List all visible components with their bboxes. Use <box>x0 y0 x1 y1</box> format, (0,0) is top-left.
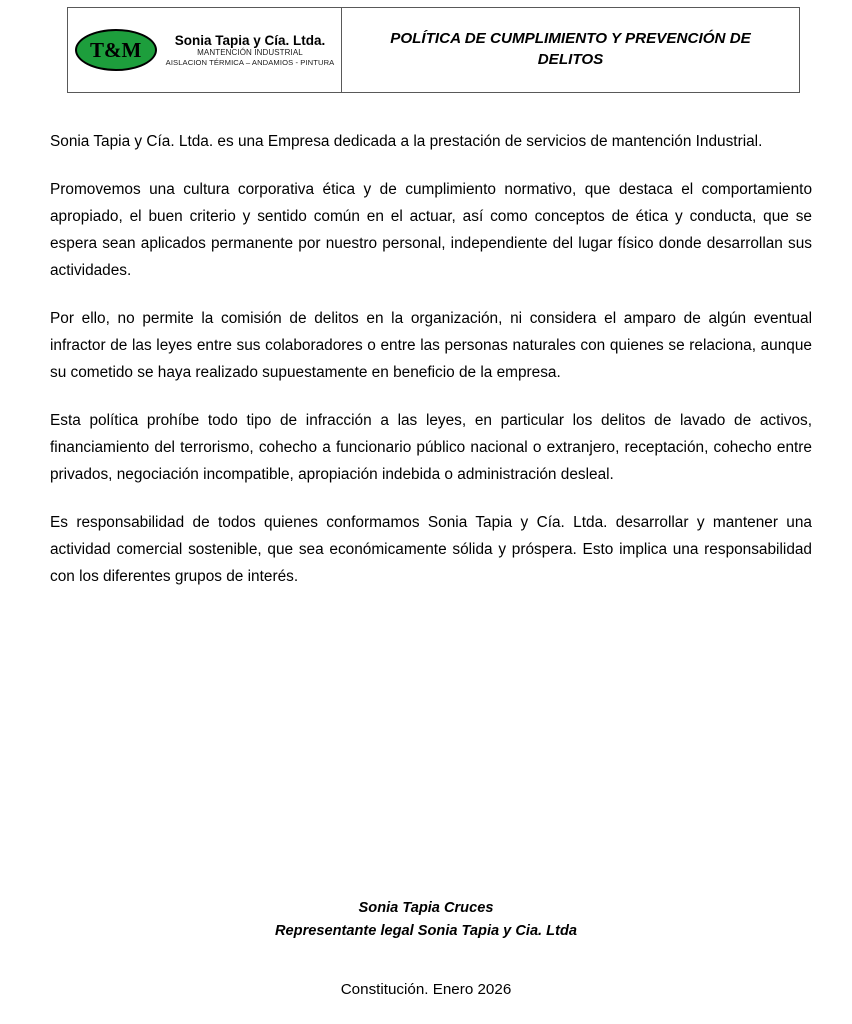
signer-role: Representante legal Sonia Tapia y Cia. Ltda <box>275 923 577 939</box>
page-title: POLÍTICA DE CUMPLIMIENTO Y PREVENCIÓN DE DELITOS <box>390 30 751 68</box>
body-paragraph: Por ello, no permite la comisión de delitos en la organización, ni considera el amparo de algún eventual infractor de las leyes entre sus colaboradores o entre las personas naturales con quienes se relaciona, aunque su cometido se haya realizado supuestamente en beneficio de la empresa. <box>50 310 812 381</box>
title-cell <box>342 8 800 93</box>
body-paragraph: Promovemos una cultura corporativa ética y de cumplimiento normativo, que destaca el comportamiento apropiado, el buen criterio y sentido común en el actuar, así como conceptos de ética y conducta, que se espera sean aplicados permanente por nuestro personal, independiente del lugar físico donde desarrollan sus actividades. <box>50 181 812 279</box>
footer-place-date: Constitución. Enero 2026 <box>340 981 512 998</box>
logo-badge-label: T&M <box>90 37 142 62</box>
logo-company-name: Sonia Tapia y Cía. Ltda. <box>174 32 326 48</box>
document-header-table <box>67 7 800 93</box>
header-row <box>68 8 800 93</box>
logo-subtitle-primary: MANTENCIÓN INDUSTRIAL <box>197 47 303 57</box>
body-paragraph: Es responsabilidad de todos quienes conformamos Sonia Tapia y Cía. Ltda. desarrollar y mantener una actividad comercial sostenible, que sea económicamente sólida y próspera. Esto implica una responsabilidad con los diferentes grupos de interés. <box>50 514 812 585</box>
tm-monogram-icon <box>75 29 157 71</box>
company-logo <box>68 27 341 73</box>
body-paragraph: Esta política prohíbe todo tipo de infracción a las leyes, en particular los delitos de lavado de activos, financiamiento del terrorismo, cohecho a funcionario público nacional o extranjero, receptación, cohecho entre privados, negociación incompatible, apropiación indebida o administración desleal. <box>50 412 812 483</box>
signer-name: Sonia Tapia Cruces <box>358 900 494 916</box>
logo-text-block <box>166 33 335 68</box>
body-paragraph: Sonia Tapia y Cía. Ltda. es una Empresa dedicada a la prestación de servicios de mantención Industrial. <box>50 133 763 150</box>
signature-block <box>0 897 852 943</box>
document-body <box>50 128 812 590</box>
logo-subtitle-secondary: AISLACION TÉRMICA – ANDAMIOS - PINTURA <box>165 57 335 67</box>
logo-cell <box>68 8 342 93</box>
